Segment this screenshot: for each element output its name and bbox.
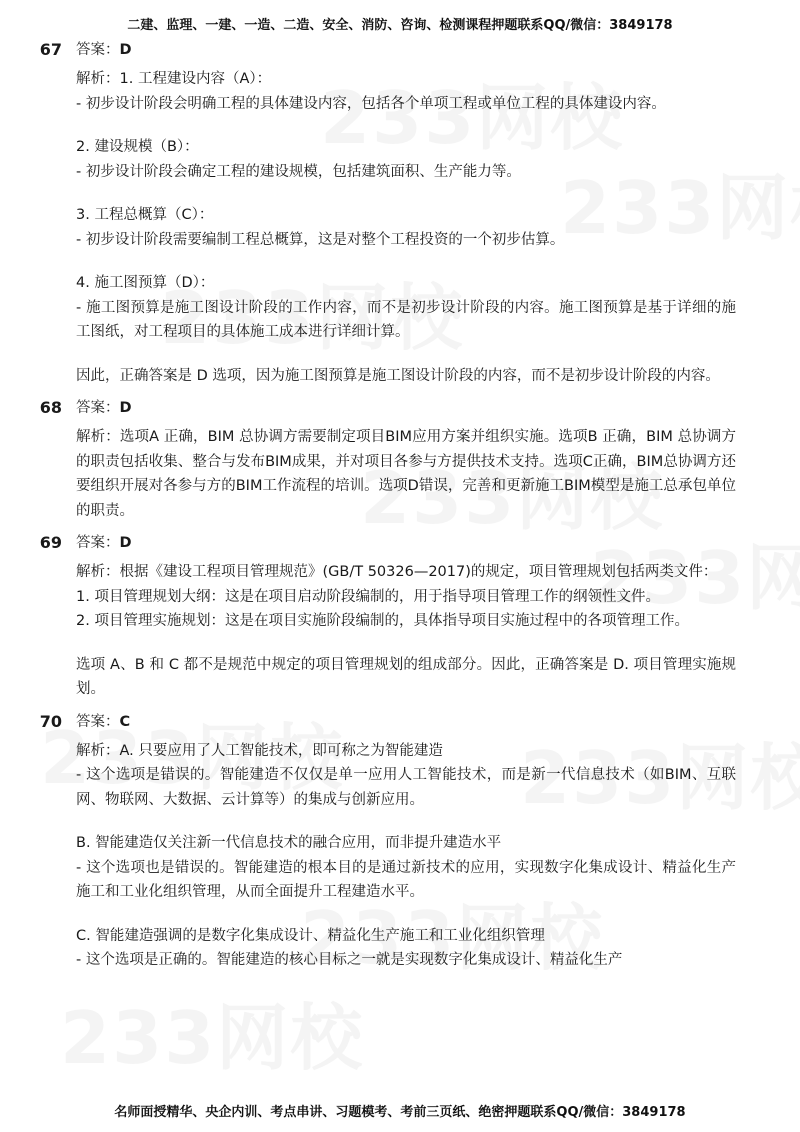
answer-value: D: [119, 400, 132, 416]
question-number: 68: [39, 398, 62, 417]
explanation: [76, 425, 736, 523]
explanation: [76, 560, 736, 702]
explanation-paragraph: [76, 425, 736, 523]
page-footer: 名师面授精华、央企内训、考点串讲、习题模考、考前三页纸、绝密押题联系QQ/微信：3849178: [114, 1105, 686, 1120]
explanation-paragraph: [76, 831, 736, 905]
explanation-line: - 这个选项也是错误的。智能建造的根本目的是通过新技术的应用，实现数字化集成设计、精益化生产施工和工业化组织管理，从而全面提升工程建造水平。: [76, 859, 736, 900]
answer-value: D: [119, 535, 132, 551]
explanation-line: 解析：A. 只要应用了人工智能技术，即可称之为智能建造: [76, 742, 443, 759]
explanation-line: - 初步设计阶段会确定工程的建设规模，包括建筑面积、生产能力等。: [76, 163, 521, 180]
explanation-line: 选项 A、B 和 C 都不是规范中规定的项目管理规划的组成部分。因此，正确答案是 D. 项目管理实施规划。: [76, 656, 736, 697]
answer-value: C: [119, 713, 131, 730]
question-list: [39, 37, 736, 980]
question-number: 69: [39, 533, 62, 552]
explanation-line: C. 智能建造强调的是数字化集成设计、精益化生产施工和工业化组织管理: [76, 927, 545, 944]
explanation-paragraph: [76, 739, 736, 813]
answer-label: 答案：: [76, 713, 120, 730]
explanation-line: 4. 施工图预算（D）：: [76, 275, 215, 291]
explanation-paragraph: [76, 560, 736, 634]
answer-label: 答案：: [76, 400, 120, 416]
explanation-paragraph: [76, 364, 736, 389]
question-block: [39, 37, 736, 388]
explanation-line: 2. 项目管理实施规划：这是在项目实施阶段编制的，具体指导项目实施过程中的各项管理工作。: [76, 613, 689, 629]
watermark: [60, 980, 364, 1084]
explanation-paragraph: [76, 653, 736, 702]
question-header: [39, 395, 736, 421]
question-block: [39, 530, 736, 702]
explanation-line: - 初步设计阶段会明确工程的具体建设内容，包括各个单项工程或单位工程的具体建设内容。: [76, 95, 666, 112]
explanation-paragraph: [76, 135, 736, 184]
explanation-line: 因此，正确答案是 D 选项，因为施工图预算是施工图设计阶段的内容，而不是初步设计阶段的内容。: [76, 367, 720, 384]
question-number: 70: [39, 711, 62, 731]
explanation: [76, 67, 736, 388]
explanation: [76, 739, 736, 973]
question-header: [39, 37, 736, 63]
explanation-paragraph: [76, 203, 736, 252]
explanation-paragraph: [76, 924, 736, 973]
explanation-line: - 施工图预算是施工图设计阶段的工作内容，而不是初步设计阶段的内容。施工图预算是基于详细的施工图纸，对工程项目的具体施工成本进行详细计算。: [76, 299, 736, 340]
explanation-line: 解析：1. 工程建设内容（A）：: [76, 71, 272, 87]
question-header: [39, 530, 736, 556]
question-block: [39, 709, 736, 973]
answer-label: 答案：: [76, 42, 120, 58]
question-number: 67: [39, 40, 62, 59]
explanation-line: - 这个选项是正确的。智能建造的核心目标之一就是实现数字化集成设计、精益化生产: [76, 952, 623, 968]
explanation-line: 解析：根据《建设工程项目管理规范》(GB/T 50326—2017)的规定，项目管理规划包括两类文件：: [76, 564, 718, 580]
answer-value: D: [119, 42, 132, 58]
explanation-line: B. 智能建造仅关注新一代信息技术的融合应用，而非提升建造水平: [76, 835, 502, 851]
explanation-paragraph: [76, 271, 736, 345]
question-header: [39, 709, 736, 735]
page-header: 二建、监理、一建、一造、二造、安全、消防、咨询、检测课程押题联系QQ/微信：3849178: [127, 18, 673, 33]
explanation-line: - 初步设计阶段需要编制工程总概算，这是对整个工程投资的一个初步估算。: [76, 231, 565, 248]
explanation-line: 3. 工程总概算（C）：: [76, 207, 214, 223]
question-block: [39, 395, 736, 523]
explanation-paragraph: [76, 67, 736, 116]
answer-label: 答案：: [76, 535, 120, 551]
explanation-line: 1. 项目管理规划大纲：这是在项目启动阶段编制的，用于指导项目管理工作的纲领性文件。: [76, 588, 660, 605]
explanation-line: 解析：选项A 正确，BIM 总协调方需要制定项目BIM应用方案并组织实施。选项B 正确，BIM 总协调方的职责包括收集、整合与发布BIM成果，并对项目各参与方提供技术支持。选项C正确，BIM总协调方还要组织开展对各参与方的BIM工作流程的培训。选项D错误，完善和更新施工BIM模型是施工总承包单位的职责。: [76, 429, 736, 519]
explanation-line: - 这个选项是错误的。智能建造不仅仅是单一应用人工智能技术，而是新一代信息技术（如BIM、互联网、物联网、大数据、云计算等）的集成与创新应用。: [76, 767, 736, 808]
explanation-line: 2. 建设规模（B）：: [76, 139, 199, 155]
